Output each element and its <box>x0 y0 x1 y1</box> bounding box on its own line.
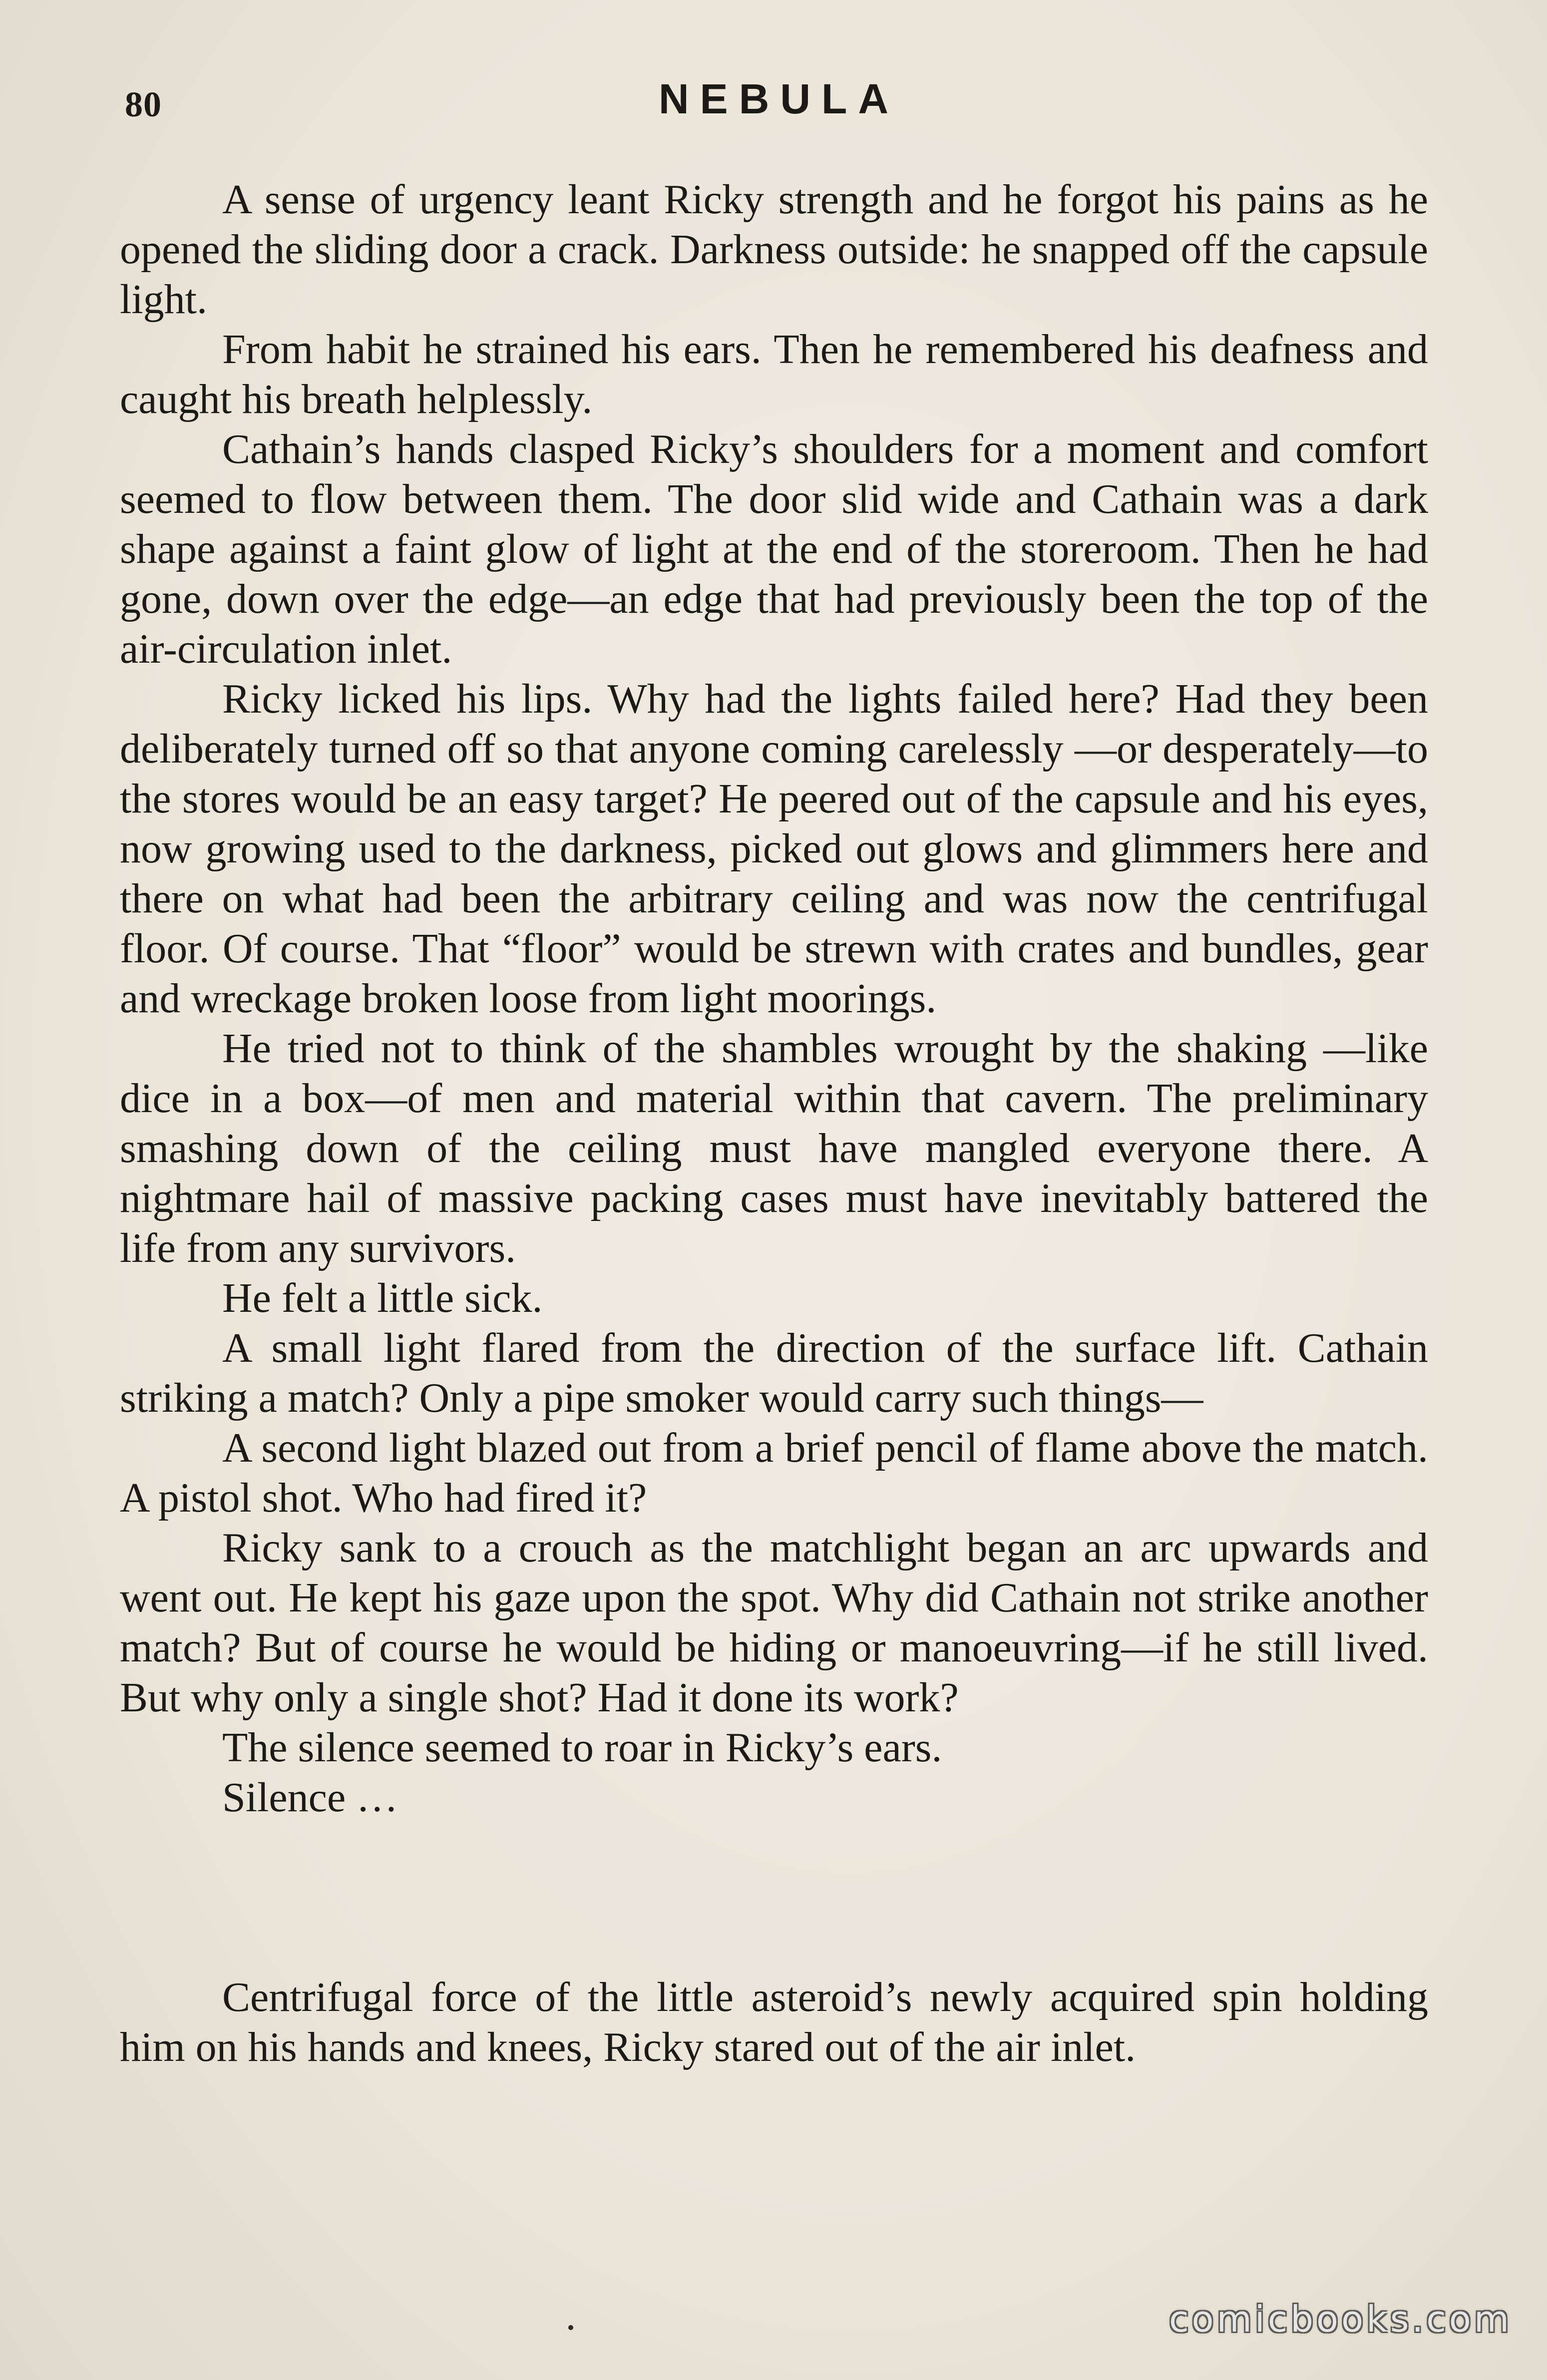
ink-speck <box>568 2325 573 2330</box>
paragraph: Cathain’s hands clasped Ricky’s shoulders for a moment and comfort seemed to flow between them. The door slid wide and Cathain was a dark shape against a faint glow of light at the end of the storeroom. Then he had gone, down over the edge—an edge that had previously been the top of the air-circulation inlet. <box>120 426 1428 672</box>
running-head-title: NEBULA <box>659 75 899 122</box>
paragraph-section-start: Centrifugal force of the little asteroid’s newly acquired spin holding him on his hands and knees, Ricky stared out of the air inlet. <box>120 1974 1428 2070</box>
story-text <box>120 175 1428 2072</box>
paragraph: A second light blazed out from a brief pencil of flame above the match. A pistol shot. Who had fired it? <box>120 1425 1428 1521</box>
paragraph: Silence … <box>222 1774 398 1821</box>
site-watermark: comicbooks.com <box>1168 2298 1512 2340</box>
paragraph: Ricky sank to a crouch as the matchlight began an arc upwards and went out. He kept his gaze upon the spot. Why did Cathain not strike another match? But of course he would be hiding or manoeuvring—if he still lived. But why only a single shot? Had it done its work? <box>120 1525 1428 1721</box>
paragraph: Ricky licked his lips. Why had the lights failed here? Had they been deliberately turned off so that anyone coming carelessly —or desperately—to the stores would be an easy target? He peered out of the capsule and his eyes, now growing used to the darkness, picked out glows and glimmers here and there on what had been the arbitrary ceiling and was now the centrifugal floor. Of course. That “floor” would be strewn with crates and bundles, gear and wreckage broken loose from light moorings. <box>120 676 1428 1022</box>
paragraph: He felt a little sick. <box>222 1275 543 1321</box>
page-header <box>125 75 1433 135</box>
paragraph: A sense of urgency leant Ricky strength and he forgot his pains as he opened the sliding door a crack. Darkness outside: he snapped off the capsule light. <box>120 176 1428 323</box>
paragraph: The silence seemed to roar in Ricky’s ears. <box>222 1724 942 1771</box>
paragraph: From habit he strained his ears. Then he remembered his deafness and caught his breath helplessly. <box>120 326 1428 422</box>
page-number: 80 <box>125 84 162 124</box>
paragraph: He tried not to think of the shambles wrought by the shaking —like dice in a box—of men and material within that cavern. The preliminary smashing down of the ceiling must have mangled everyone there. A nightmare hail of massive packing cases must have inevitably battered the life from any survivors. <box>120 1025 1428 1271</box>
paragraph: A small light flared from the direction of the surface lift. Cathain striking a match? Only a pipe smoker would carry such things— <box>120 1325 1428 1421</box>
